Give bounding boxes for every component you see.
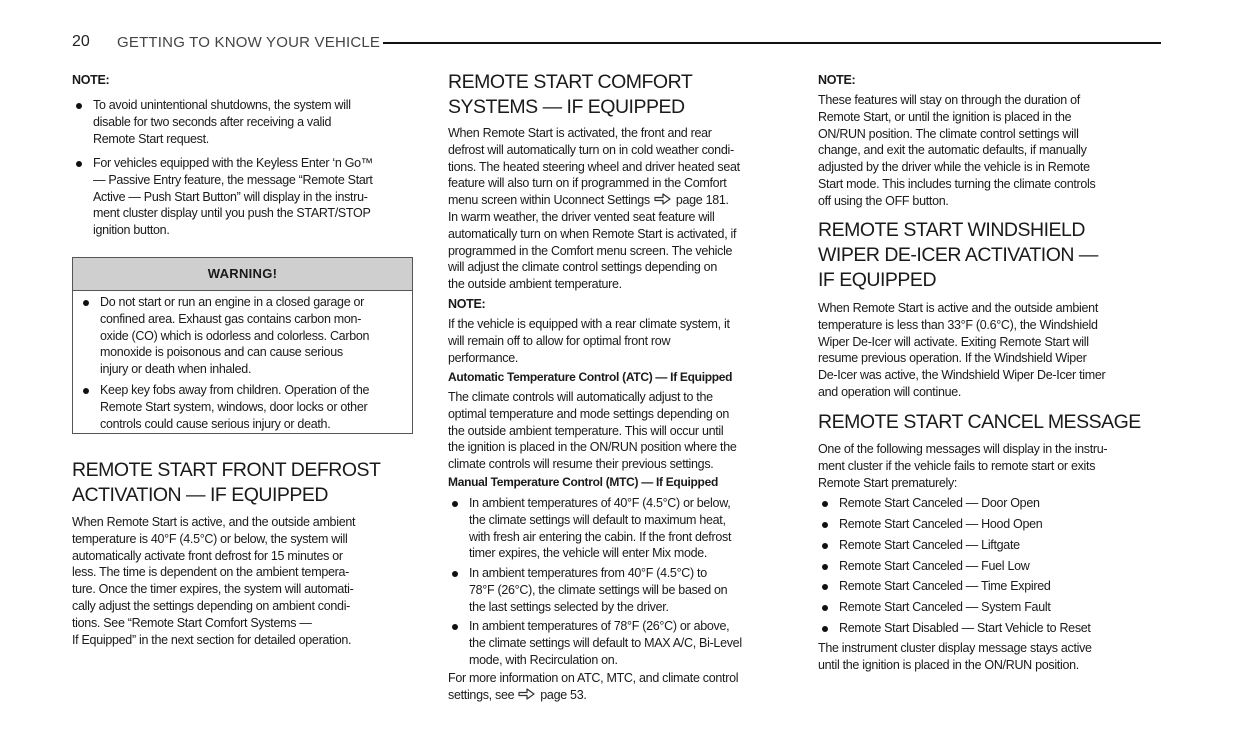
text-line: SYSTEMS — IF EQUIPPED bbox=[448, 96, 685, 118]
text-line: adjusted by the driver while the vehicle is in Remote bbox=[818, 160, 1090, 175]
text-line: Remote Start Canceled — System Fault bbox=[839, 600, 1051, 614]
text-line: If the vehicle is equipped with a rear climate system, it bbox=[448, 317, 730, 331]
text-line: feature will also turn on if programmed in the Comfort bbox=[448, 176, 727, 191]
mtc-bullet bbox=[448, 565, 727, 615]
text-line: In warm weather, the driver vented seat feature will bbox=[448, 209, 715, 224]
text-line: IF EQUIPPED bbox=[818, 269, 937, 291]
text-line: Do not start or run an engine in a closed garage or bbox=[100, 295, 365, 309]
wiper-heading bbox=[818, 218, 1098, 293]
cancel-message bbox=[818, 578, 1051, 595]
text-line: Remote Start Canceled — Liftgate bbox=[839, 538, 1020, 552]
warning-bullet bbox=[79, 382, 369, 432]
defrost-heading bbox=[72, 458, 380, 508]
text-line: timer expires, the vehicle will enter Mix mode. bbox=[469, 546, 708, 561]
text-line: temperature is 40°F (4.5°C) or below, the system will bbox=[72, 531, 348, 546]
defrost-paragraph bbox=[72, 514, 355, 648]
note-label: NOTE: bbox=[818, 73, 856, 87]
warning-box bbox=[72, 257, 413, 434]
note-paragraph bbox=[818, 92, 1095, 210]
cancel-paragraph bbox=[818, 441, 1107, 491]
text-line: the outside ambient temperature. bbox=[448, 277, 622, 292]
text-line: When Remote Start is active and the outside ambient bbox=[818, 301, 1098, 315]
text-line: programmed in the Comfort menu screen. The vehicle bbox=[448, 243, 733, 258]
text-line: will adjust the climate control settings depending on bbox=[448, 260, 717, 275]
text-line: Remote Start, or until the ignition is placed in the bbox=[818, 109, 1072, 124]
page-reference-arrow-icon bbox=[654, 193, 672, 205]
text-line: REMOTE START CANCEL MESSAGE bbox=[818, 411, 1141, 433]
text-line: the last settings selected by the driver. bbox=[469, 599, 669, 614]
page-reference-arrow-icon bbox=[518, 688, 536, 700]
text-line: For more information on ATC, MTC, and climate control bbox=[448, 671, 739, 685]
text-line: controls could cause serious injury or death. bbox=[100, 416, 331, 431]
cancel-message bbox=[818, 537, 1020, 554]
text-line: The instrument cluster display message stays active bbox=[818, 641, 1092, 655]
text-line: Start mode. This includes turning the climate controls bbox=[818, 176, 1096, 191]
text-line: confined area. Exhaust gas contains carbon mon- bbox=[100, 311, 362, 326]
cancel-message bbox=[818, 558, 1030, 575]
text-line: tions. See “Remote Start Comfort Systems — bbox=[72, 615, 312, 630]
section-title: GETTING TO KNOW YOUR VEHICLE bbox=[117, 34, 381, 51]
text-line: These features will stay on through the duration of bbox=[818, 93, 1080, 107]
text-line: ACTIVATION — IF EQUIPPED bbox=[72, 484, 328, 506]
cancel-message bbox=[818, 599, 1051, 616]
text-line: In ambient temperatures from 40°F (4.5°C) to bbox=[469, 566, 707, 580]
text-line: Remote Start request. bbox=[93, 131, 209, 146]
text-line bbox=[448, 192, 740, 209]
atc-paragraph bbox=[448, 389, 737, 473]
text-line: Active — Push Start Button” will display in the instru- bbox=[93, 189, 368, 204]
comfort-paragraph bbox=[448, 125, 740, 293]
cancel-heading bbox=[818, 410, 1141, 435]
text-line bbox=[448, 687, 738, 704]
header-rule bbox=[383, 42, 1161, 44]
text-line: REMOTE START COMFORT bbox=[448, 71, 693, 93]
text-line: performance. bbox=[448, 350, 519, 365]
wiper-paragraph bbox=[818, 300, 1105, 401]
text-line: In ambient temperatures of 78°F (26°C) or above, bbox=[469, 619, 730, 633]
text-line: the outside ambient temperature. This will occur until bbox=[448, 423, 724, 438]
text-line: ON/RUN position. The climate control settings will bbox=[818, 126, 1079, 141]
note-label: NOTE: bbox=[72, 73, 110, 87]
mtc-subheading: Manual Temperature Control (MTC) — If Equipped bbox=[448, 475, 718, 489]
text-line: off using the OFF button. bbox=[818, 193, 949, 208]
text-line: When Remote Start is activated, the front and rear bbox=[448, 126, 712, 140]
text-fragment: settings, see bbox=[448, 687, 515, 702]
text-line: Remote Start Canceled — Hood Open bbox=[839, 517, 1043, 531]
text-line: the ignition is placed in the ON/RUN position where the bbox=[448, 440, 737, 455]
text-line: and operation will continue. bbox=[818, 384, 962, 399]
text-line: ignition button. bbox=[93, 223, 170, 238]
text-line: defrost will automatically turn on in cold weather condi- bbox=[448, 142, 734, 157]
text-line: If Equipped” in the next section for detailed operation. bbox=[72, 632, 352, 647]
text-line: climate controls will resume their previous settings. bbox=[448, 457, 714, 472]
text-line: change, and exit the automatic defaults, if manually bbox=[818, 143, 1087, 158]
text-line: The climate controls will automatically adjust to the bbox=[448, 390, 713, 404]
text-line: resume previous operation. If the Windshield Wiper bbox=[818, 351, 1087, 366]
text-line: For vehicles equipped with the Keyless Enter ‘n Go™ bbox=[93, 156, 373, 170]
note-bullet bbox=[72, 97, 351, 147]
text-line: less. The time is dependent on the ambient tempera- bbox=[72, 565, 349, 580]
text-line: To avoid unintentional shutdowns, the system will bbox=[93, 98, 351, 112]
mtc-bullet bbox=[448, 618, 742, 668]
more-info-paragraph bbox=[448, 670, 738, 704]
text-fragment: menu screen within Uconnect Settings bbox=[448, 193, 650, 208]
text-line: the climate settings will default to MAX A/C, Bi-Level bbox=[469, 635, 742, 650]
text-line: will remain off to allow for optimal front row bbox=[448, 333, 671, 348]
page-reference-link[interactable]: page 181. bbox=[675, 193, 729, 208]
text-line: injury or death when inhaled. bbox=[100, 362, 252, 377]
text-line: — Passive Entry feature, the message “Remote Start bbox=[93, 172, 373, 187]
text-line: until the ignition is placed in the ON/RUN position. bbox=[818, 657, 1079, 672]
comfort-heading bbox=[448, 70, 692, 120]
text-line: 78°F (26°C), the climate settings will be based on bbox=[469, 582, 728, 597]
text-line: automatically turn on when Remote Start is activated, if bbox=[448, 226, 737, 241]
text-line: Remote Start prematurely: bbox=[818, 475, 958, 490]
text-line: In ambient temperatures of 40°F (4.5°C) or below, bbox=[469, 496, 731, 510]
note-bullet bbox=[72, 155, 373, 239]
text-line: disable for two seconds after receiving a valid bbox=[93, 114, 332, 129]
warning-title: WARNING! bbox=[73, 258, 412, 291]
text-line: Remote Start Canceled — Fuel Low bbox=[839, 559, 1030, 573]
page-reference-link[interactable]: page 53. bbox=[540, 687, 587, 702]
text-line: When Remote Start is active, and the outside ambient bbox=[72, 515, 356, 529]
text-line: ment cluster if the vehicle fails to remote start or exits bbox=[818, 458, 1096, 473]
text-line: mode, with Recirculation on. bbox=[469, 652, 618, 667]
text-line: cally adjust the settings depending on ambient condi- bbox=[72, 598, 351, 613]
text-line: WIPER DE-ICER ACTIVATION — bbox=[818, 244, 1098, 266]
text-line: Remote Start Disabled — Start Vehicle to Reset bbox=[839, 621, 1091, 635]
cancel-message bbox=[818, 516, 1042, 533]
text-line: temperature is less than 33°F (0.6°C), the Windshield bbox=[818, 317, 1098, 332]
text-line: Wiper De-Icer will activate. Exiting Remote Start will bbox=[818, 334, 1089, 349]
text-line: ture. Once the timer expires, the system will automati- bbox=[72, 582, 354, 597]
text-line: De-Icer was active, the Windshield Wiper De-Icer timer bbox=[818, 368, 1106, 383]
text-line: REMOTE START FRONT DEFROST bbox=[72, 459, 381, 481]
text-line: Remote Start system, windows, door locks or other bbox=[100, 399, 368, 414]
closing-paragraph bbox=[818, 640, 1092, 674]
text-line: monoxide is poisonous and can cause serious bbox=[100, 345, 343, 360]
note-paragraph bbox=[448, 316, 730, 366]
page-number: 20 bbox=[72, 33, 90, 50]
text-line: the climate settings will default to maximum heat, bbox=[469, 512, 726, 527]
text-line: automatically activate front defrost for 15 minutes or bbox=[72, 548, 343, 563]
cancel-message bbox=[818, 495, 1040, 512]
text-line: with fresh air entering the cabin. If the front defrost bbox=[469, 529, 732, 544]
text-line: One of the following messages will display in the instru- bbox=[818, 442, 1108, 456]
text-line: ment cluster display until you push the START/STOP bbox=[93, 206, 371, 221]
text-line: Keep key fobs away from children. Operation of the bbox=[100, 383, 370, 397]
text-line: Remote Start Canceled — Door Open bbox=[839, 496, 1040, 510]
mtc-bullet bbox=[448, 495, 731, 562]
text-line: REMOTE START WINDSHIELD bbox=[818, 219, 1085, 241]
text-line: optimal temperature and mode settings depending on bbox=[448, 406, 730, 421]
text-line: Remote Start Canceled — Time Expired bbox=[839, 579, 1051, 593]
warning-bullet bbox=[79, 294, 369, 378]
atc-subheading: Automatic Temperature Control (ATC) — If Equipped bbox=[448, 370, 733, 384]
text-line: oxide (CO) which is odorless and colorless. Carbon bbox=[100, 328, 370, 343]
note-label: NOTE: bbox=[448, 297, 486, 311]
text-line: tions. The heated steering wheel and driver heated seat bbox=[448, 159, 740, 174]
cancel-message bbox=[818, 620, 1091, 637]
